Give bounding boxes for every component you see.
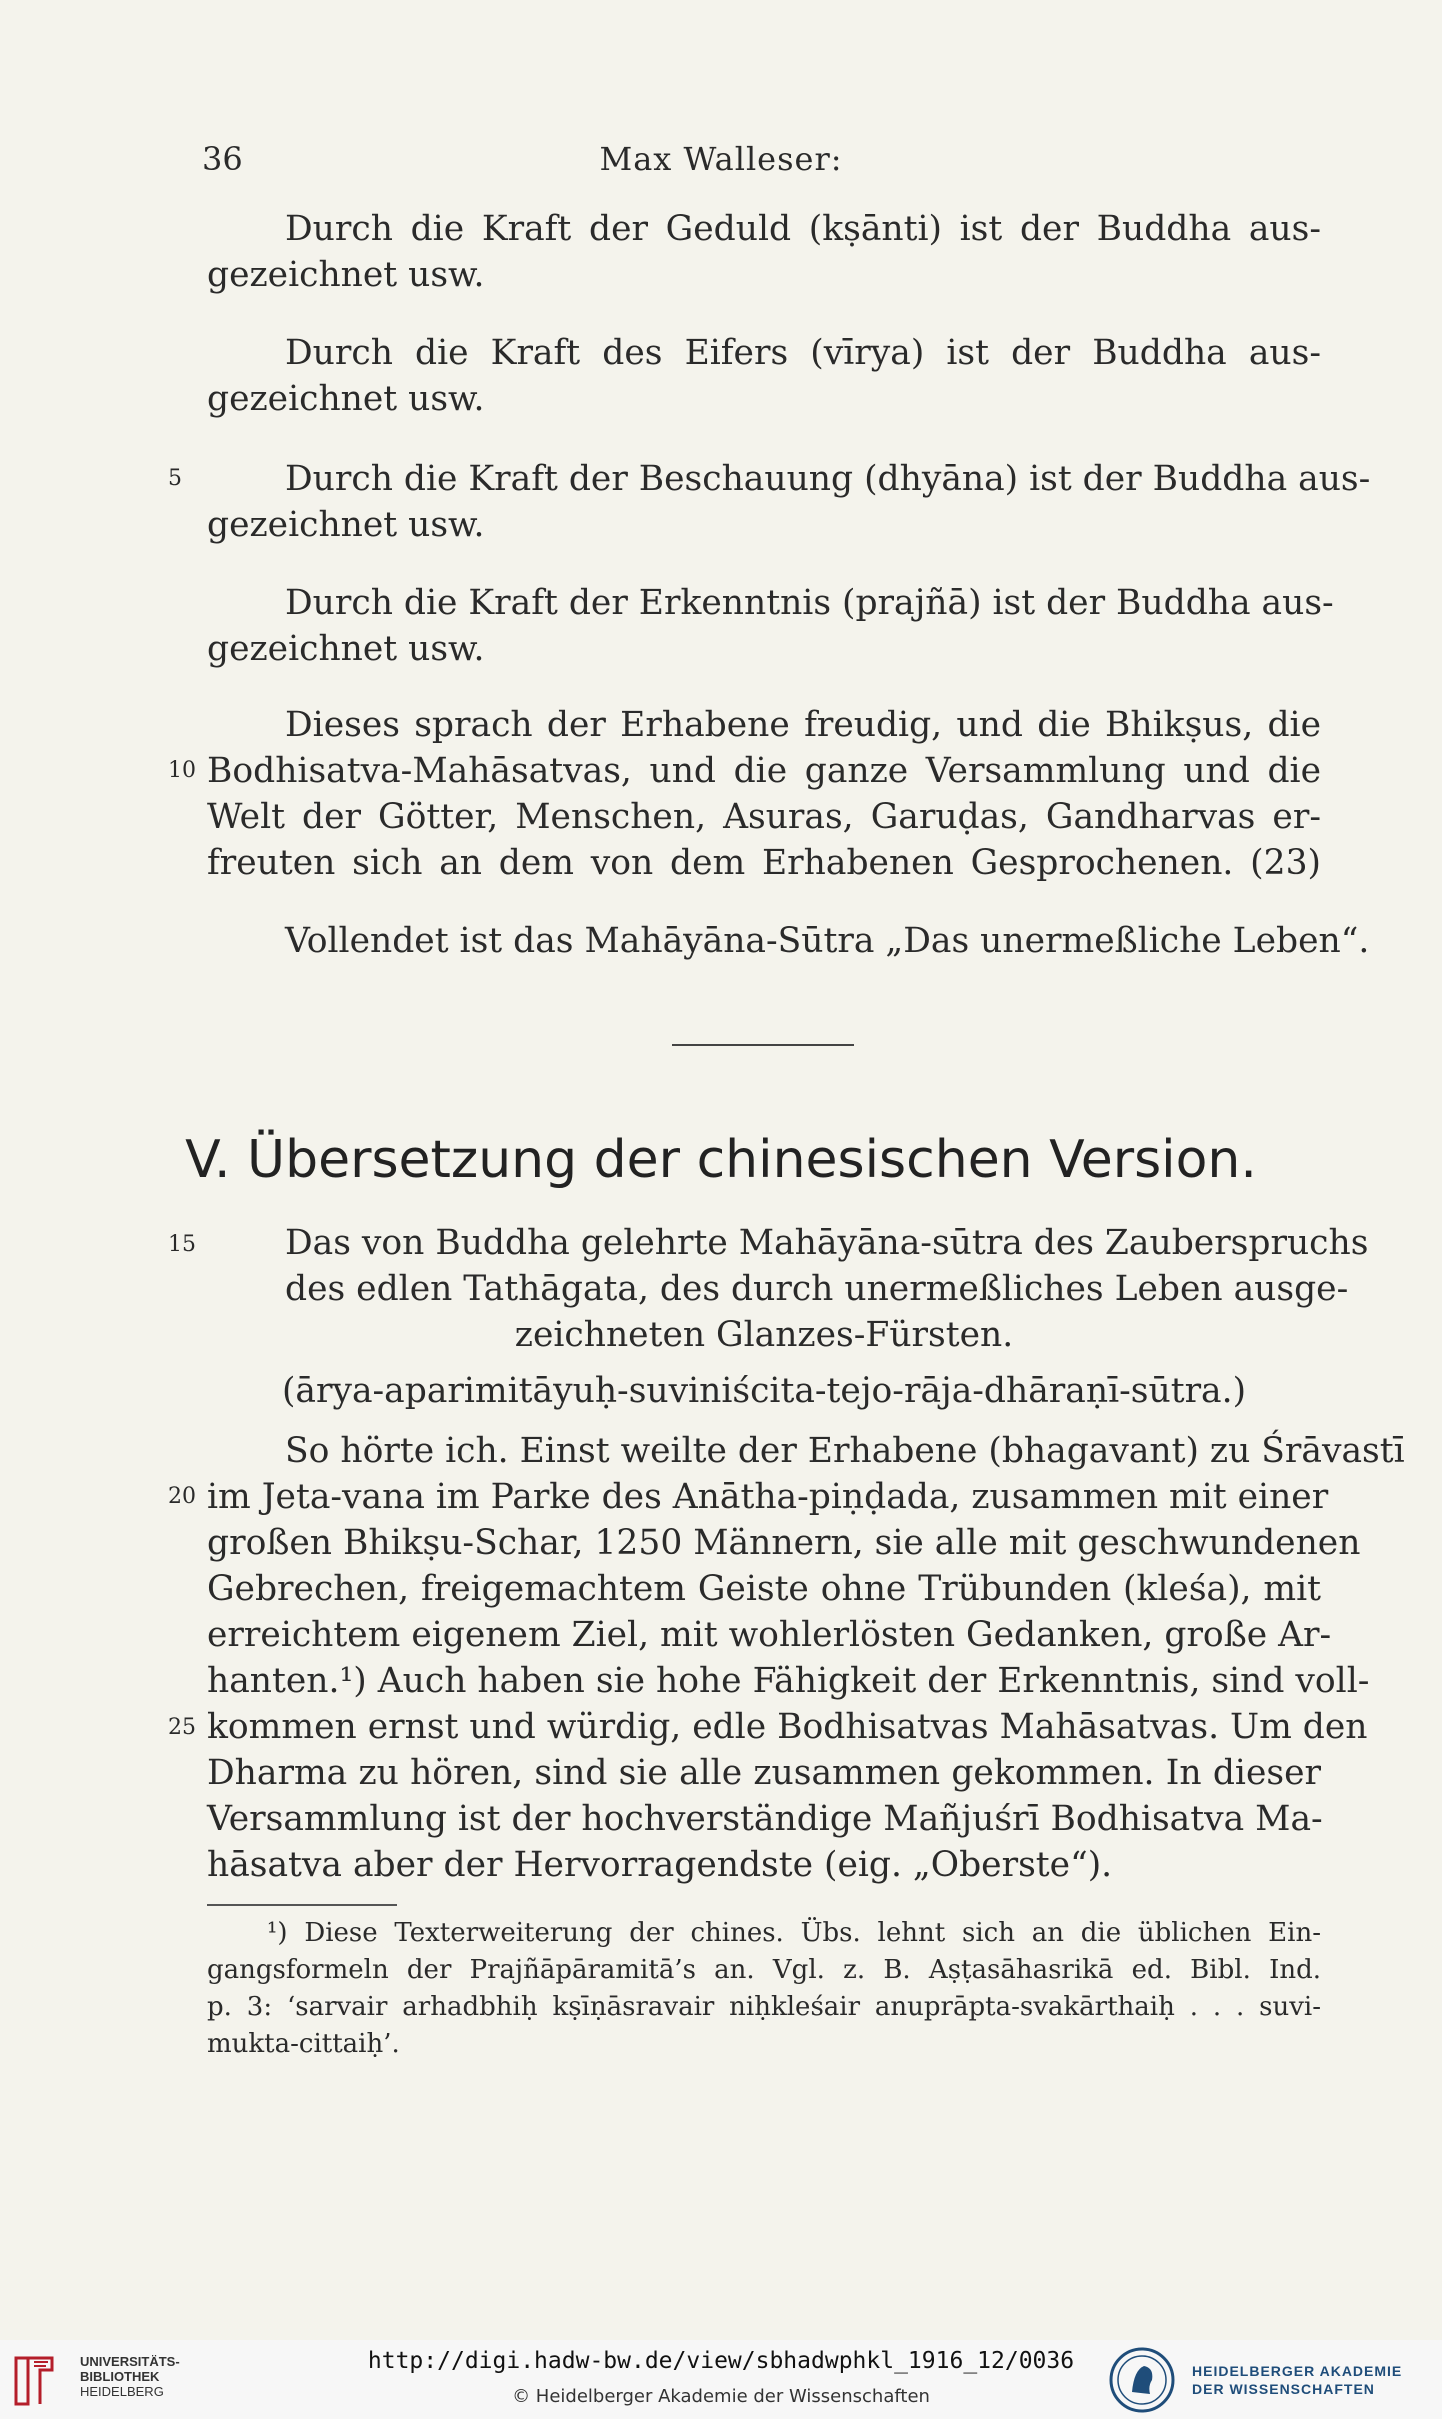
academy-seal-icon xyxy=(1108,2346,1176,2414)
footnote-line: gangsformeln der Prajñāpāramitā’s an. Vgl. z. B. Aṣṭasāhasrikā ed. Bibl. Ind. xyxy=(207,1955,1321,1985)
footnote-line: ¹) Diese Texterweiterung der chines. Übs. lehnt sich an die üblichen Ein- xyxy=(267,1918,1321,1948)
source-url-link[interactable]: http://digi.hadw-bw.de/view/sbhadwphkl_1916_12/0036 xyxy=(367,2348,1075,2374)
text-line: Das von Buddha gelehrte Mahāyāna-sūtra des Zauberspruchs xyxy=(285,1223,1369,1263)
text-line: freuten sich an dem von dem Erhabenen Gesprochenen. (23) xyxy=(207,843,1321,883)
section-body xyxy=(207,1428,1405,1888)
section-title: V. Übersetzung der chinesischen Version. xyxy=(185,1130,1257,1190)
text-line: zeichneten Glanzes-Fürsten. xyxy=(514,1315,1014,1355)
footnote xyxy=(207,1915,1321,2063)
line-number: 15 xyxy=(168,1232,196,1257)
text-line: erreichtem eigenem Ziel, mit wohlerlösten Gedanken, große Ar- xyxy=(207,1615,1332,1655)
text-line: gezeichnet usw. xyxy=(207,255,485,295)
line-number: 10 xyxy=(168,758,196,783)
section-subtitle xyxy=(285,1220,1369,1358)
text-line: kommen ernst und würdig, edle Bodhisatvas Mahāsatvas. Um den xyxy=(207,1707,1368,1747)
text-line: im Jeta-vana im Parke des Anātha-piṇḍada, zusammen mit einer xyxy=(207,1477,1329,1517)
text-line: Gebrechen, freigemachtem Geiste ohne Trübunden (kleśa), mit xyxy=(207,1569,1321,1609)
text-line: des edlen Tathāgata, des durch unermeßliches Leben ausge- xyxy=(285,1269,1349,1309)
library-name-line: HEIDELBERG xyxy=(80,2384,164,2399)
text-line: Dieses sprach der Erhabene freudig, und die Bhikṣus, die xyxy=(285,705,1321,745)
academy-name-line: DER WISSENSCHAFTEN xyxy=(1192,2381,1375,2397)
paragraph-ksanti xyxy=(207,206,1321,298)
text-line: Durch die Kraft der Erkenntnis (prajñā) ist der Buddha aus- xyxy=(285,583,1334,623)
text-line: hāsatva aber der Hervorragendste (eig. „Oberste“). xyxy=(207,1845,1113,1885)
copyright-notice: © Heidelberger Akademie der Wissenschaften xyxy=(512,2386,930,2407)
text-line: Dharma zu hören, sind sie alle zusammen gekommen. In dieser xyxy=(207,1753,1321,1793)
text-line: Bodhisatva-Mahāsatvas, und die ganze Versammlung und die xyxy=(207,751,1321,791)
text-line: hanten.¹) Auch haben sie hohe Fähigkeit der Erkenntnis, sind voll- xyxy=(207,1661,1370,1701)
text-line: So hörte ich. Einst weilte der Erhabene (bhagavant) zu Śrāvastī xyxy=(285,1431,1405,1471)
paragraph-prajna xyxy=(207,580,1334,672)
text-line: Versammlung ist der hochverständige Mañjuśrī Bodhisatva Ma- xyxy=(207,1799,1323,1839)
line-number: 25 xyxy=(168,1715,196,1740)
text-line: Welt der Götter, Menschen, Asuras, Garuḍas, Gandharvas er- xyxy=(207,797,1321,837)
paragraph-conclusion xyxy=(207,702,1321,886)
text-line: gezeichnet usw. xyxy=(207,379,485,419)
library-name-line: BIBLIOTHEK xyxy=(80,2369,160,2384)
library-name-line: UNIVERSITÄTS- xyxy=(80,2354,180,2369)
sanskrit-title xyxy=(207,1368,1321,1414)
text-line: Durch die Kraft des Eifers (vīrya) ist der Buddha aus- xyxy=(285,333,1321,373)
section-divider xyxy=(672,1044,854,1046)
footnote-line: mukta-cittaiḥ’. xyxy=(207,2029,400,2059)
text-line: gezeichnet usw. xyxy=(207,505,485,545)
text-line: großen Bhikṣu-Schar, 1250 Männern, sie alle mit geschwundenen xyxy=(207,1523,1361,1563)
footnote-line: p. 3: ‘sarvair arhadbhiḥ kṣīṇāsravair niḥkleśair anuprāpta-svakārthaiḥ . . . suvi- xyxy=(207,1992,1321,2022)
line-number: 5 xyxy=(168,466,182,491)
text-line: Durch die Kraft der Beschauung (dhyāna) ist der Buddha aus- xyxy=(285,459,1371,499)
text-line: Vollendet ist das Mahāyāna-Sūtra „Das unermeßliche Leben“. xyxy=(285,921,1370,961)
footnote-divider xyxy=(207,1904,397,1906)
paragraph-virya xyxy=(207,330,1321,422)
page-number: 36 xyxy=(202,140,243,178)
line-number: 20 xyxy=(168,1484,196,1509)
text-line: Durch die Kraft der Geduld (kṣānti) ist der Buddha aus- xyxy=(285,209,1321,249)
digitization-footer xyxy=(0,2340,1442,2419)
academy-name xyxy=(1192,2362,1402,2398)
academy-name-line: HEIDELBERGER AKADEMIE xyxy=(1192,2363,1403,2379)
paragraph-dhyana xyxy=(207,456,1371,548)
text-line: (ārya-aparimitāyuḥ-suviniścita-tejo-rāja-dhāraṇī-sūtra.) xyxy=(281,1371,1247,1411)
running-header-author: Max Walleser: xyxy=(599,140,843,178)
paragraph-completion xyxy=(207,918,1370,964)
text-line: gezeichnet usw. xyxy=(207,629,485,669)
